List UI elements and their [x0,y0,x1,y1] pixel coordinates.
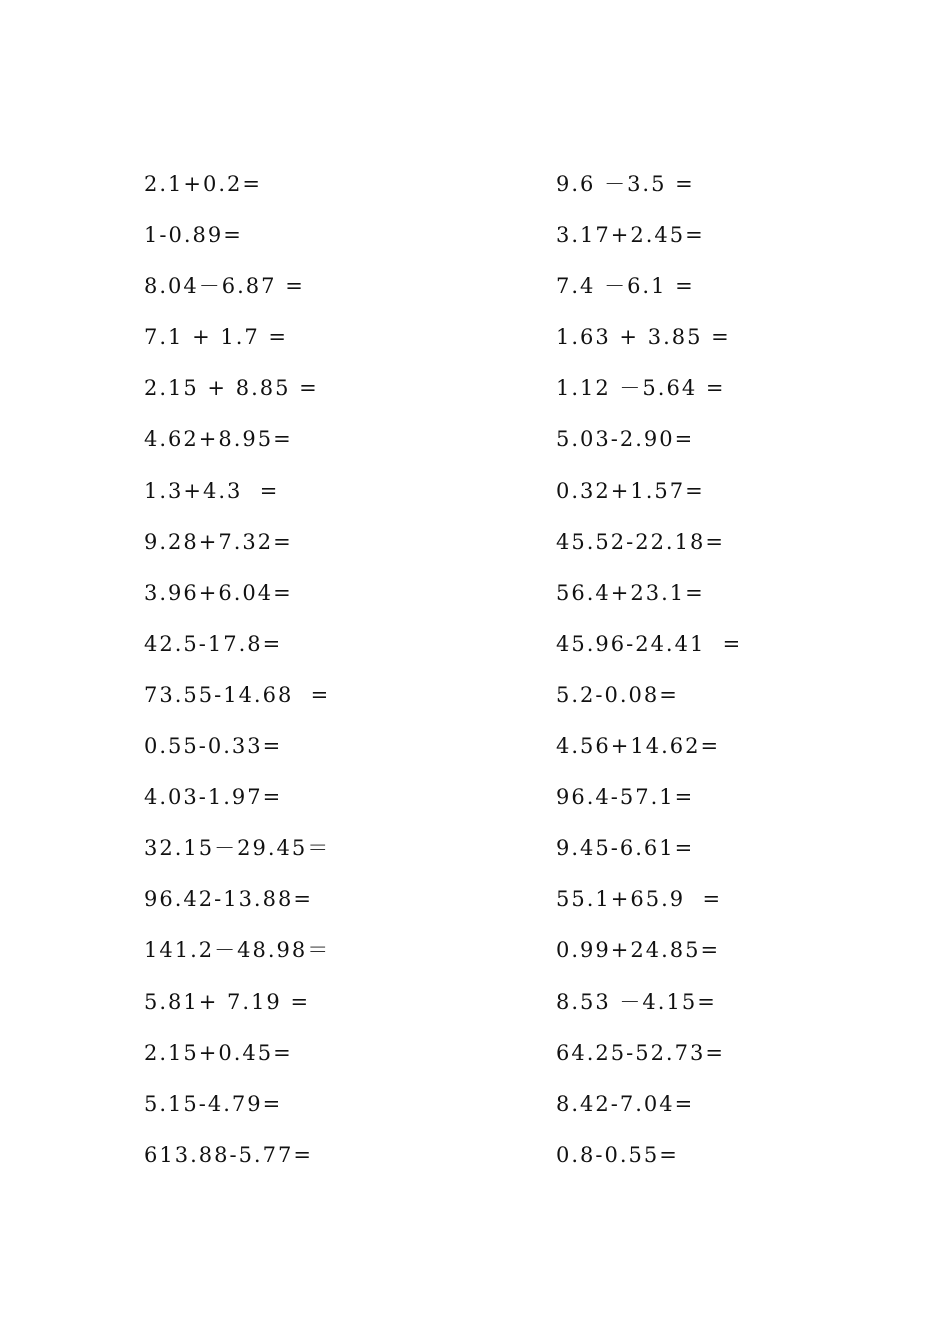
problem-item: 2.1+0.2= [144,172,262,196]
problem-item: 1.3+4.3 = [144,478,280,503]
problem-item: 9.45-6.61= [556,836,695,861]
problem-item: 5.81+ 7.19 = [144,989,311,1014]
problem-item: 1-0.89= [144,223,243,248]
problem-item: 4.03-1.97= [144,785,283,810]
problem-item: 0.8-0.55= [556,1142,679,1167]
problem-item: 8.04－6.87 = [144,274,305,299]
problem-item: 1.63 + 3.85 = [556,325,731,350]
problem-item: 5.03-2.90= [556,427,695,452]
problem-item: 8.42-7.04= [556,1091,695,1116]
problem-item: 141.2－48.98＝ [144,938,331,963]
problem-item: 64.25-52.73= [556,1040,725,1065]
problem-item: 7.4 －6.1 = [556,274,695,299]
problem-item: 2.15+0.45= [144,1040,293,1065]
problem-item: 0.32+1.57= [556,478,705,503]
problem-item: 7.1 + 1.7 = [144,325,289,350]
right-problem-column [556,171,742,1193]
problem-item: 73.55-14.68 = [144,682,331,707]
left-problem-column [144,171,330,1193]
problem-item: 1.12 －5.64 = [556,376,726,401]
problem-item: 3.96+6.04= [144,580,293,605]
problem-item: 3.17+2.45= [556,223,705,248]
problem-item: 0.55-0.33= [144,734,283,759]
problem-item: 2.15 + 8.85 = [144,376,319,401]
problem-item: 0.99+24.85= [556,938,721,963]
problem-item: 9.6 －3.5 = [556,172,695,196]
problem-item: 45.96-24.41 = [556,631,743,656]
problem-item: 96.4-57.1= [556,785,695,810]
problem-item: 42.5-17.8= [144,631,283,656]
problem-item: 613.88-5.77= [144,1142,313,1167]
problem-item: 4.62+8.95= [144,427,293,452]
problem-item: 4.56+14.62= [556,734,721,759]
problem-item: 5.2-0.08= [556,682,679,707]
problem-item: 96.42-13.88= [144,887,313,912]
problem-item: 9.28+7.32= [144,529,293,554]
problem-item: 5.15-4.79= [144,1091,283,1116]
problem-item: 45.52-22.18= [556,529,725,554]
problem-item: 56.4+23.1= [556,580,705,605]
problem-item: 55.1+65.9 = [556,887,723,912]
problem-item: 8.53 －4.15= [556,989,717,1014]
problem-item: 32.15－29.45＝ [144,836,331,861]
